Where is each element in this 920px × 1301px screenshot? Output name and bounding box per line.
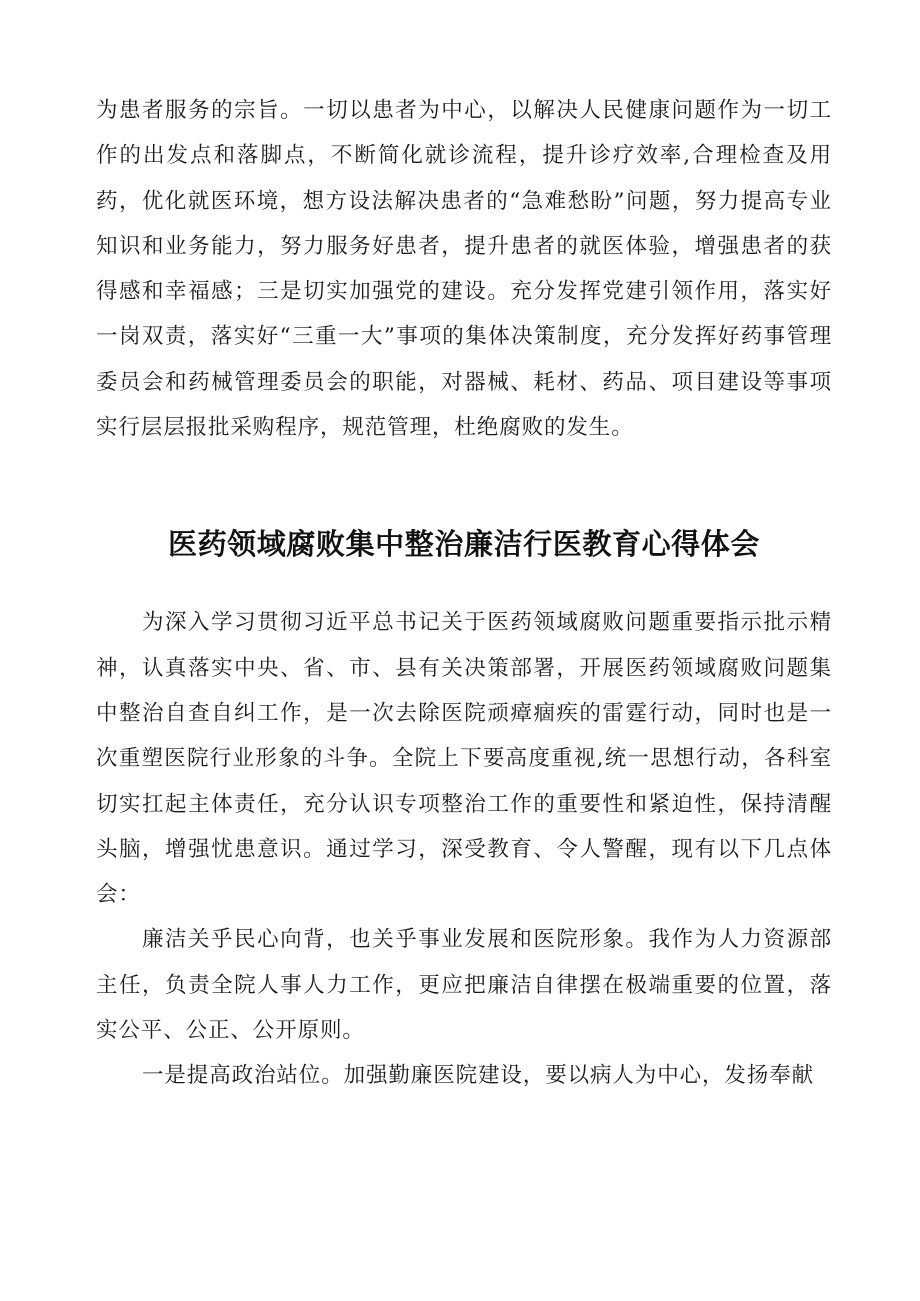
body-paragraph-2: 廉洁关乎民心向背，也关乎事业发展和医院形象。我作为人力资源部主任，负责全院人事人力工作，更应把廉洁自律摆在极端重要的位置，落实公平、公正、公开原则。 (96, 927, 832, 1044)
document-title: 医药领域腐败集中整治廉洁行医教育心得体会 (167, 527, 760, 562)
intro-paragraph: 为患者服务的宗旨。一切以患者为中心，以解决人民健康问题作为一切工作的出发点和落脚点，不断简化就诊流程，提升诊疗效率,合理检查及用药，优化就医环境，想方设法解决患者的“急难愁盼”问题，努力提高专业知识和业务能力，努力服务好患者，提升患者的就医体验，增强患者的获得感和幸福感；三是切实加强党的建设。充分发挥党建引领作用，落实好一岗双责，落实好“三重一大”事项的集体决策制度，充分发挥好药事管理委员会和药械管理委员会的职能，对器械、耗材、药品、项目建设等事项实行层层报批采购程序，规范管理，杜绝腐败的发生。 (96, 98, 832, 441)
body-paragraph-1: 为深入学习贯彻习近平总书记关于医药领域腐败问题重要指示批示精神，认真落实中央、省、市、县有关决策部署，开展医药领域腐败问题集中整治自查自纠工作，是一次去除医院顽瘴痼疾的雷霆行动，同时也是一次重塑医院行业形象的斗争。全院上下要高度重视,统一思想行动，各科室切实扛起主体责任，充分认识专项整治工作的重要性和紧迫性，保持清醒头脑，增强忧患意识。通过学习，深受教育、令人警醒，现有以下几点体会： (96, 610, 832, 908)
body-paragraph-3: 一是提高政治站位。加强勤廉医院建设，要以病人为中心，发扬奉献 (142, 1063, 815, 1089)
document-page (96, 88, 832, 1099)
